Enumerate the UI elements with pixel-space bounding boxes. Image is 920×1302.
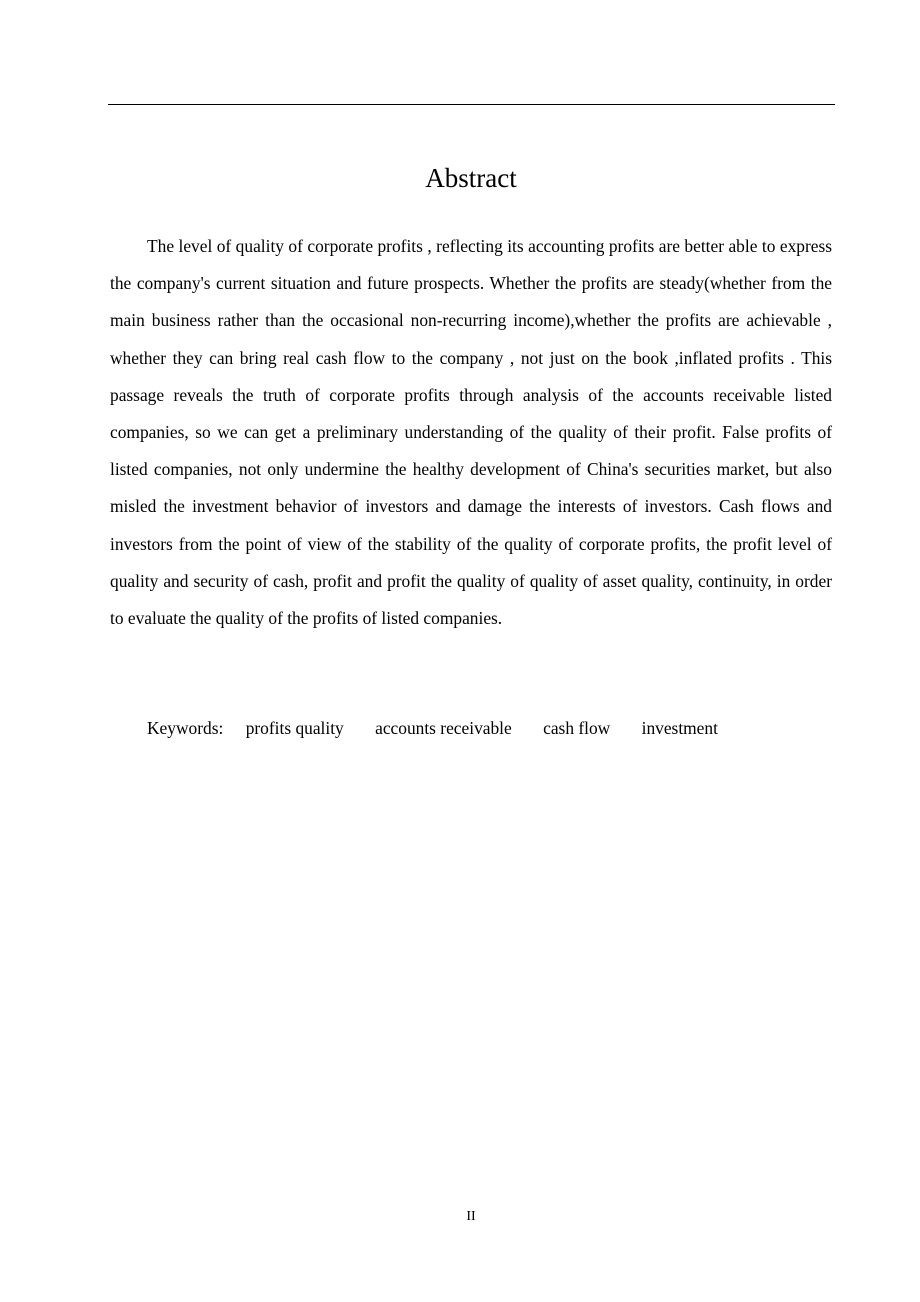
abstract-paragraph: The level of quality of corporate profits , reflecting its accounting profits are better able to express the company's current situation and future prospects. Whether the profits are steady(whether from the main business rather than the occasional non-recurring income),whether the profits are achievable , whether they can bring real cash flow to the company , not just on the book ,inflated profits . This passage reveals the truth of corporate profits through analysis of the accounts receivable listed companies, so we can get a preliminary understanding of the quality of their profit. False profits of listed companies, not only undermine the healthy development of China's securities market, but also misled the investment behavior of investors and damage the interests of investors. Cash flows and investors from the point of view of the stability of the quality of corporate profits, the profit level of quality and security of cash, profit and profit the quality of quality of asset quality, continuity, in order to evaluate the quality of the profits of listed companies. bbox=[110, 236, 832, 629]
keyword-item: investment bbox=[641, 718, 718, 738]
abstract-body bbox=[110, 228, 832, 637]
keyword-item: profits quality bbox=[245, 718, 344, 738]
header-rule bbox=[108, 104, 835, 105]
page-title: Abstract bbox=[425, 163, 517, 193]
keyword-item: accounts receivable bbox=[375, 718, 512, 738]
page-number: II bbox=[466, 1209, 476, 1224]
keyword-item: cash flow bbox=[543, 718, 611, 738]
keywords-line bbox=[147, 710, 745, 747]
keywords-label: Keywords: bbox=[147, 718, 224, 738]
